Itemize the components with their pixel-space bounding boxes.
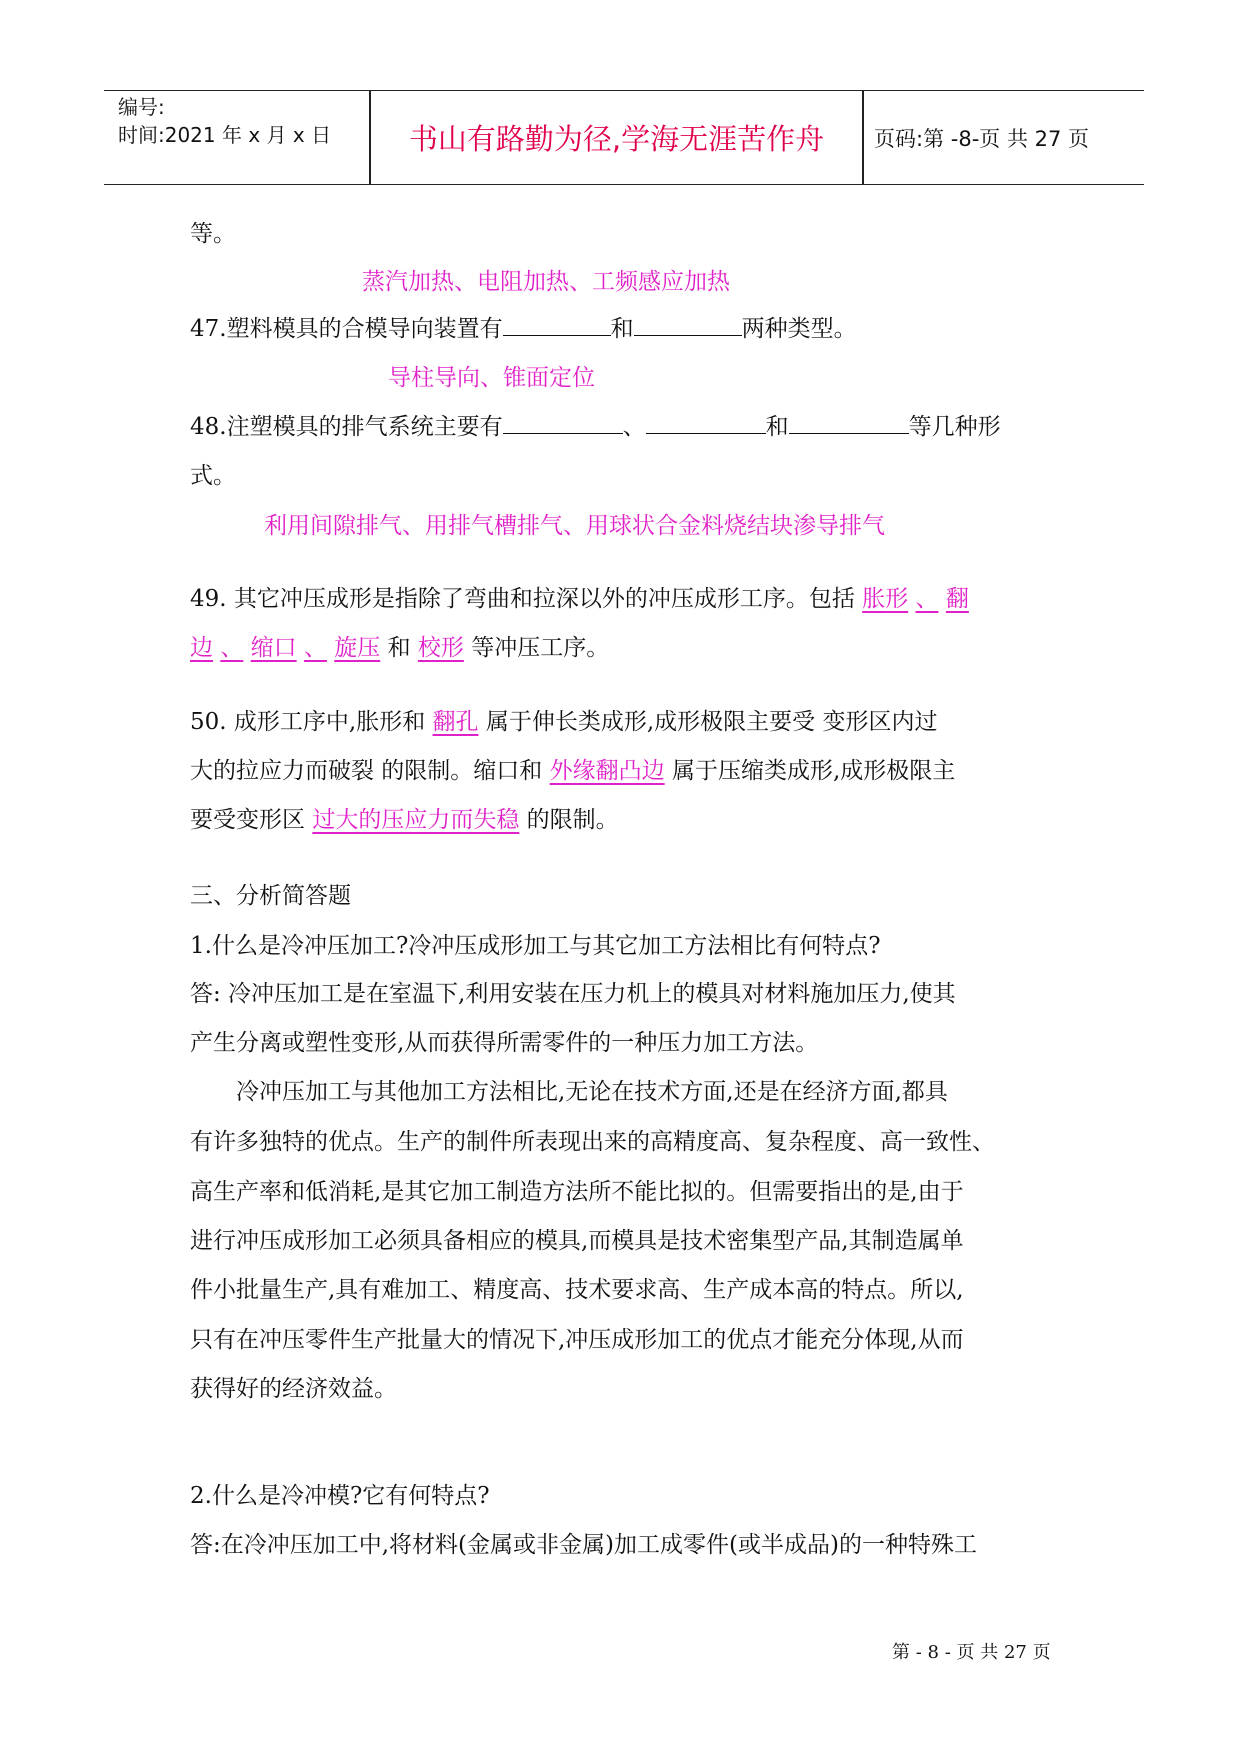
page-header xyxy=(104,90,1144,185)
header-divider xyxy=(862,91,864,184)
question-50-cont: 大的拉应力而破裂 的限制。缩口和 外缘翻凸边 属于压缩类成形,成形极限主 xyxy=(190,758,956,784)
paragraph-line: 件小批量生产,具有难加工、精度高、技术要求高、生产成本高的特点。所以, xyxy=(190,1277,964,1303)
paragraph-line: 有许多独特的优点。生产的制件所表现出来的高精度高、复杂程度、高一致性、 xyxy=(190,1129,995,1155)
question-48: 48.注塑模具的排气系统主要有 、 和 等几种形 xyxy=(190,411,1001,443)
question-s2: 2.什么是冷冲模?它有何特点? xyxy=(190,1483,490,1509)
paragraph-line: 高生产率和低消耗,是其它加工制造方法所不能比拟的。但需要指出的是,由于 xyxy=(190,1179,964,1205)
paragraph-line: 获得好的经济效益。 xyxy=(190,1376,397,1402)
question-50: 50. 成形工序中,胀形和 翻孔 属于伸长类成形,成形极限主要受 变形区内过 xyxy=(190,709,938,735)
answer-blank xyxy=(789,411,909,434)
answer-48: 利用间隙排气、用排气槽排气、用球状合金料烧结块渗导排气 xyxy=(264,513,885,539)
text-line: 式。 xyxy=(190,463,236,489)
time-label: 时间:2021 年 x 月 x 日 xyxy=(118,123,332,147)
answer-blank xyxy=(503,313,611,336)
header-page-info: 页码:第 -8-页 共 27 页 xyxy=(874,126,1090,151)
page-footer: 第 - 8 - 页 共 27 页 xyxy=(892,1642,1051,1663)
paragraph-line: 进行冲压成形加工必须具备相应的模具,而模具是技术密集型产品,其制造属单 xyxy=(190,1228,964,1254)
answer-46: 蒸汽加热、电阻加热、工频感应加热 xyxy=(362,269,730,295)
header-meta xyxy=(118,91,368,184)
header-motto: 书山有路勤为径,学海无涯苦作舟 xyxy=(408,122,825,156)
question-49: 49. 其它冲压成形是指除了弯曲和拉深以外的冲压成形工序。包括 胀形 、 翻 xyxy=(190,586,969,612)
text-line: 等。 xyxy=(190,221,236,247)
question-50-cont: 要受变形区 过大的压应力而失稳 的限制。 xyxy=(190,807,619,833)
section-heading: 三、分析简答题 xyxy=(190,883,351,909)
question-s1: 1.什么是冷冲压加工?冷冲压成形加工与其它加工方法相比有何特点? xyxy=(190,933,881,959)
question-49-cont: 边 、 缩口 、 旋压 和 校形 等冲压工序。 xyxy=(190,635,610,661)
answer-blank xyxy=(634,313,742,336)
answer-line: 答:在冷冲压加工中,将材料(金属或非金属)加工成零件(或半成品)的一种特殊工 xyxy=(190,1532,977,1558)
answer-blank xyxy=(646,411,766,434)
answer-line: 答: 冷冲压加工是在室温下,利用安装在压力机上的模具对材料施加压力,使其 xyxy=(190,981,956,1007)
number-label: 编号: xyxy=(118,95,165,119)
paragraph-line: 冷冲压加工与其他加工方法相比,无论在技术方面,还是在经济方面,都具 xyxy=(236,1079,948,1105)
paragraph-line: 只有在冲压零件生产批量大的情况下,冲压成形加工的优点才能充分体现,从而 xyxy=(190,1327,964,1353)
answer-blank xyxy=(503,411,623,434)
question-47: 47.塑料模具的合模导向装置有 和 两种类型。 xyxy=(190,313,857,345)
answer-line: 产生分离或塑性变形,从而获得所需零件的一种压力加工方法。 xyxy=(190,1030,819,1056)
answer-47: 导柱导向、锥面定位 xyxy=(388,365,595,391)
